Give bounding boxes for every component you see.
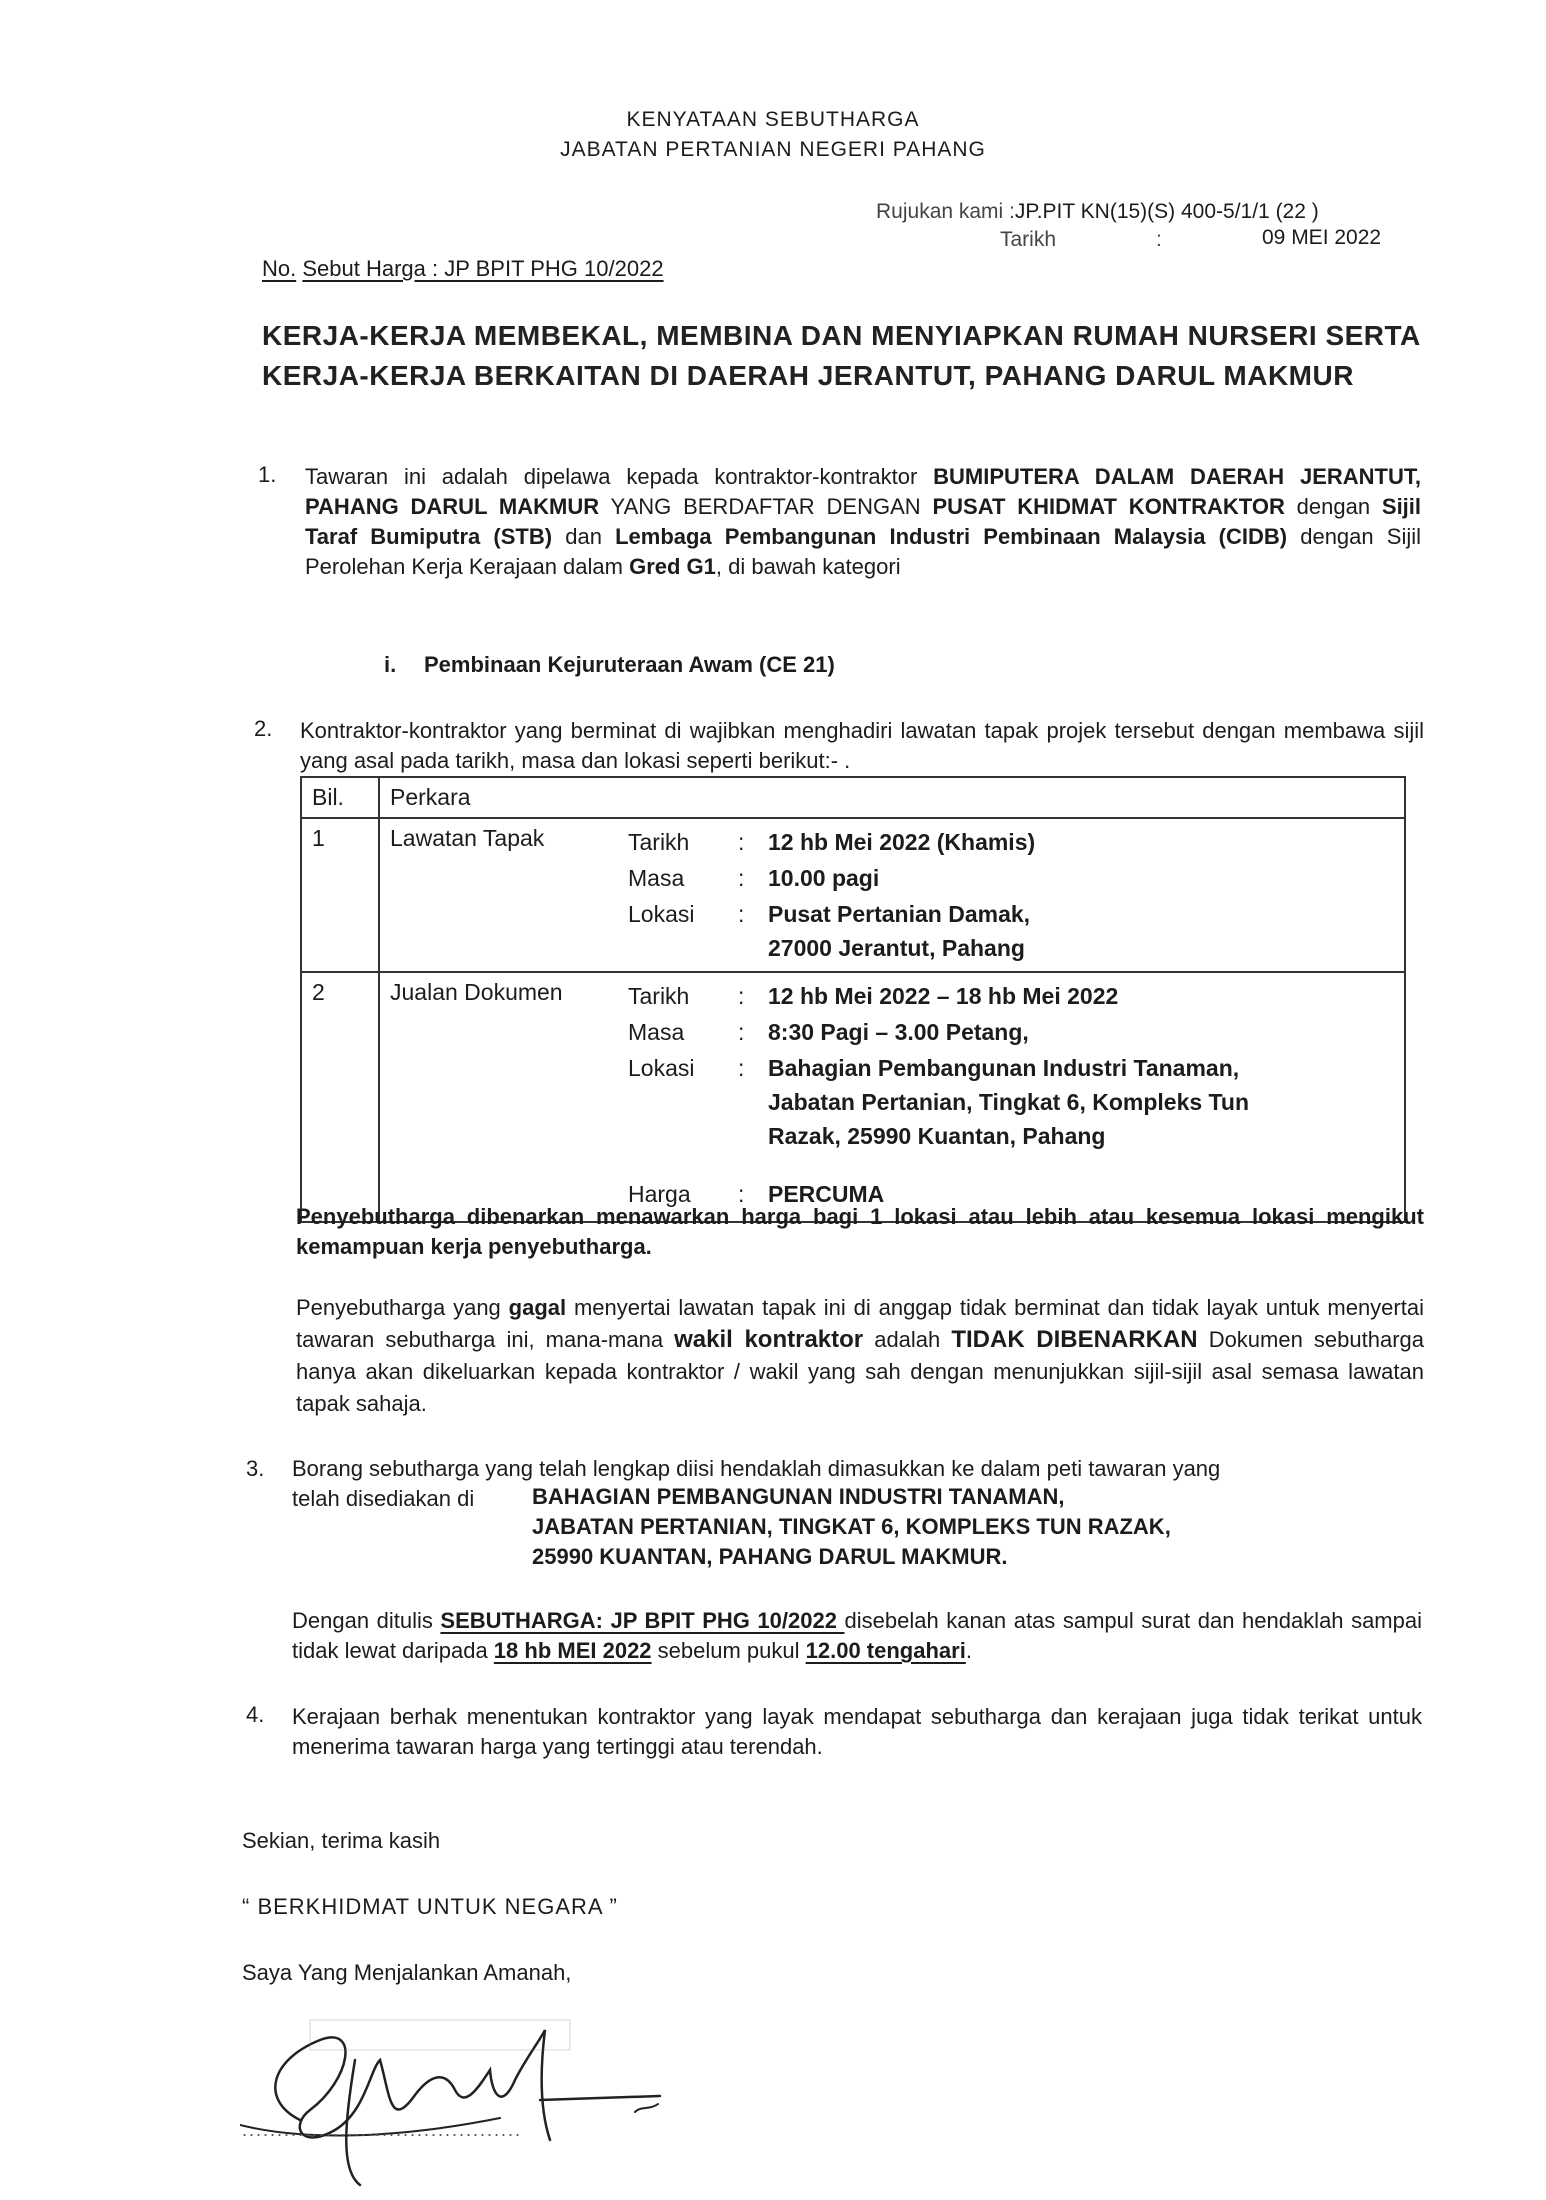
quote-number-label: No. bbox=[262, 256, 297, 281]
s3-bold-2: 18 hb MEI 2022 bbox=[493, 1638, 652, 1663]
row1-tarikh-sep: : bbox=[738, 829, 745, 855]
closing-thanks: Sekian, terima kasih bbox=[242, 1828, 441, 1853]
table-header-perkara: Perkara bbox=[379, 777, 1405, 818]
row1-details bbox=[618, 818, 1405, 972]
row2-lokasi-value: Bahagian Pembangunan Industri Tanaman, Jabatan Pertanian, Tingkat 6, Kompleks Tun Razak, 25990 Kuantan, Pahang bbox=[768, 1055, 1249, 1149]
s2-bold-3: TIDAK DIBENARKAN bbox=[951, 1326, 1198, 1353]
section3-number: 3. bbox=[246, 1456, 265, 1481]
s2-bold-2: wakil kontraktor bbox=[674, 1326, 864, 1353]
table-header-bil: Bil. bbox=[301, 777, 379, 818]
s1-text-5: dengan Sijil Perolehan Kerja Kerajaan dalam bbox=[305, 524, 1421, 579]
row2-masa-value: 8:30 Pagi – 3.00 Petang, bbox=[768, 1019, 1029, 1045]
table-row bbox=[301, 818, 1405, 972]
s1-text-3: dengan bbox=[1284, 494, 1382, 519]
signature-dots: ........................................ bbox=[242, 2120, 523, 2140]
row2-tarikh-sep: : bbox=[738, 983, 745, 1009]
date-colon: : bbox=[1156, 228, 1162, 251]
s2-bold-1: gagal bbox=[508, 1295, 567, 1320]
row2-lokasi-label: Lokasi bbox=[628, 1055, 695, 1081]
section3-text2: telah disediakan di bbox=[292, 1486, 475, 1511]
table-header-row bbox=[301, 777, 1405, 818]
section1-number: 1. bbox=[258, 462, 277, 487]
row2-tarikh-label: Tarikh bbox=[628, 983, 690, 1009]
s1-text-2: YANG BERDAFTAR DENGAN bbox=[599, 494, 933, 519]
s1-bold-4: Lembaga Pembangunan Industri Pembinaan Malaysia (CIDB) bbox=[615, 524, 1288, 549]
section1-text bbox=[305, 462, 1421, 582]
row1-masa-label: Masa bbox=[628, 865, 685, 891]
section4-number: 4. bbox=[246, 1702, 265, 1727]
s2-text-4: Dokumen sebutharga hanya akan dikeluarkan kepada kontraktor / wakil yang sah dengan menunjukkan sijil-sijil asal semasa lawatan tapak sahaja. bbox=[296, 1327, 1424, 1416]
row1-masa-value: 10.00 pagi bbox=[768, 865, 880, 891]
s3-text-2: disebelah kanan atas sampul surat dan hendaklah sampai tidak lewat daripada bbox=[292, 1608, 1422, 1663]
quote-number-value: Sebut Harga : JP BPIT PHG 10/2022 bbox=[302, 256, 664, 281]
row2-bil: 2 bbox=[301, 972, 379, 1222]
reference-value: JP.PIT KN(15)(S) 400-5/1/1 (22 ) bbox=[1014, 200, 1319, 223]
section1-sub-text: Pembinaan Kejuruteraan Awam (CE 21) bbox=[424, 652, 835, 677]
section2-number: 2. bbox=[254, 716, 273, 741]
s2-text-3: adalah bbox=[863, 1327, 952, 1352]
s1-text-4: dan bbox=[552, 524, 616, 549]
s3-bold-1: SEBUTHARGA: JP BPIT PHG 10/2022 bbox=[440, 1608, 845, 1633]
s3-text-1: Dengan ditulis bbox=[292, 1608, 441, 1633]
row2-perkara: Jualan Dokumen bbox=[379, 972, 618, 1222]
s1-bold-5: Gred G1 bbox=[629, 554, 716, 579]
row1-lokasi-label: Lokasi bbox=[628, 901, 695, 927]
row2-harga-sep: : bbox=[738, 1181, 745, 1207]
row2-harga-label: Harga bbox=[628, 1181, 691, 1207]
section2-paragraph bbox=[296, 1292, 1424, 1420]
address-line2: JABATAN PERTANIAN, TINGKAT 6, KOMPLEKS TUN RAZAK, bbox=[532, 1514, 1171, 1539]
s2-text-1: Penyebutharga yang bbox=[296, 1295, 509, 1320]
row1-perkara: Lawatan Tapak bbox=[379, 818, 618, 972]
section3-text: Borang sebutharga yang telah lengkap diisi hendaklah dimasukkan ke dalam peti tawaran yang bbox=[292, 1456, 1221, 1481]
s3-text-4: . bbox=[965, 1638, 972, 1663]
visit-schedule-table bbox=[300, 776, 1406, 1223]
s3-text-3: sebelum pukul bbox=[651, 1638, 806, 1663]
section1-sub-number: i. bbox=[384, 652, 397, 677]
closing-motto: “ BERKHIDMAT UNTUK NEGARA ” bbox=[242, 1894, 618, 1919]
row1-lokasi-sep: : bbox=[738, 901, 745, 927]
s2-text-2: menyertai lawatan tapak ini di anggap tidak berminat dan tidak layak untuk menyertai tawaran sebutharga ini, mana-mana bbox=[296, 1295, 1424, 1352]
reference-label: Rujukan kami : bbox=[876, 200, 1015, 223]
row2-tarikh-value: 12 hb Mei 2022 – 18 hb Mei 2022 bbox=[768, 983, 1119, 1009]
row1-masa-sep: : bbox=[738, 865, 745, 891]
row2-harga-value: PERCUMA bbox=[768, 1181, 885, 1207]
address-line1: BAHAGIAN PEMBANGUNAN INDUSTRI TANAMAN, bbox=[532, 1484, 1065, 1509]
date-label: Tarikh bbox=[1000, 228, 1057, 251]
header-title-line1: KENYATAAN SEBUTHARGA bbox=[626, 108, 920, 131]
row1-tarikh-value: 12 hb Mei 2022 (Khamis) bbox=[768, 829, 1036, 855]
date-value: 09 MEI 2022 bbox=[1262, 226, 1382, 249]
signature-image bbox=[240, 2000, 680, 2190]
section4-text: Kerajaan berhak menentukan kontraktor yang layak mendapat sebutharga dan kerajaan juga tidak terikat untuk menerima tawaran harga yang tertinggi atau terendah. bbox=[292, 1704, 1422, 1759]
row2-masa-label: Masa bbox=[628, 1019, 685, 1045]
main-title: KERJA-KERJA MEMBEKAL, MEMBINA DAN MENYIAPKAN RUMAH NURSERI SERTA KERJA-KERJA BERKAITAN DI DAERAH JERANTUT, PAHANG DARUL MAKMUR bbox=[262, 320, 1420, 391]
row1-lokasi-value: Pusat Pertanian Damak, 27000 Jerantut, Pahang bbox=[768, 901, 1031, 961]
row2-lokasi-sep: : bbox=[738, 1055, 745, 1081]
quote-number bbox=[262, 256, 664, 282]
row2-details bbox=[618, 972, 1405, 1222]
reference-line bbox=[876, 200, 1319, 224]
s1-bold-2: PUSAT KHIDMAT KONTRAKTOR bbox=[932, 494, 1285, 519]
section2-text: Kontraktor-kontraktor yang berminat di wajibkan menghadiri lawatan tapak projek tersebut dengan membawa sijil yang asal pada tarikh, masa dan lokasi seperti berikut:- . bbox=[300, 718, 1424, 773]
closing-trust: Saya Yang Menjalankan Amanah, bbox=[242, 1960, 572, 1985]
address-line3: 25990 KUANTAN, PAHANG DARUL MAKMUR. bbox=[532, 1544, 1008, 1569]
s1-text-1: Tawaran ini adalah dipelawa kepada kontraktor-kontraktor bbox=[305, 464, 934, 489]
row1-bil: 1 bbox=[301, 818, 379, 972]
header-title-line2: JABATAN PERTANIAN NEGERI PAHANG bbox=[560, 138, 986, 161]
s1-text-6: , di bawah kategori bbox=[715, 554, 901, 579]
section2-bold-note: Penyebutharga dibenarkan menawarkan harga bagi 1 lokasi atau lebih atau kesemua lokasi mengikut kemampuan kerja penyebutharga. bbox=[296, 1204, 1424, 1259]
section3-submission bbox=[292, 1606, 1422, 1666]
s1-bold-3: Sijil Taraf Bumiputra (STB) bbox=[305, 494, 1422, 549]
table-row bbox=[301, 972, 1405, 1222]
stamp-shadow bbox=[310, 2020, 570, 2050]
s3-bold-3: 12.00 tengahari bbox=[805, 1638, 966, 1663]
s1-bold-1: BUMIPUTERA DALAM DAERAH JERANTUT, PAHANG DARUL MAKMUR bbox=[305, 464, 1422, 519]
row2-masa-sep: : bbox=[738, 1019, 745, 1045]
row1-tarikh-label: Tarikh bbox=[628, 829, 690, 855]
